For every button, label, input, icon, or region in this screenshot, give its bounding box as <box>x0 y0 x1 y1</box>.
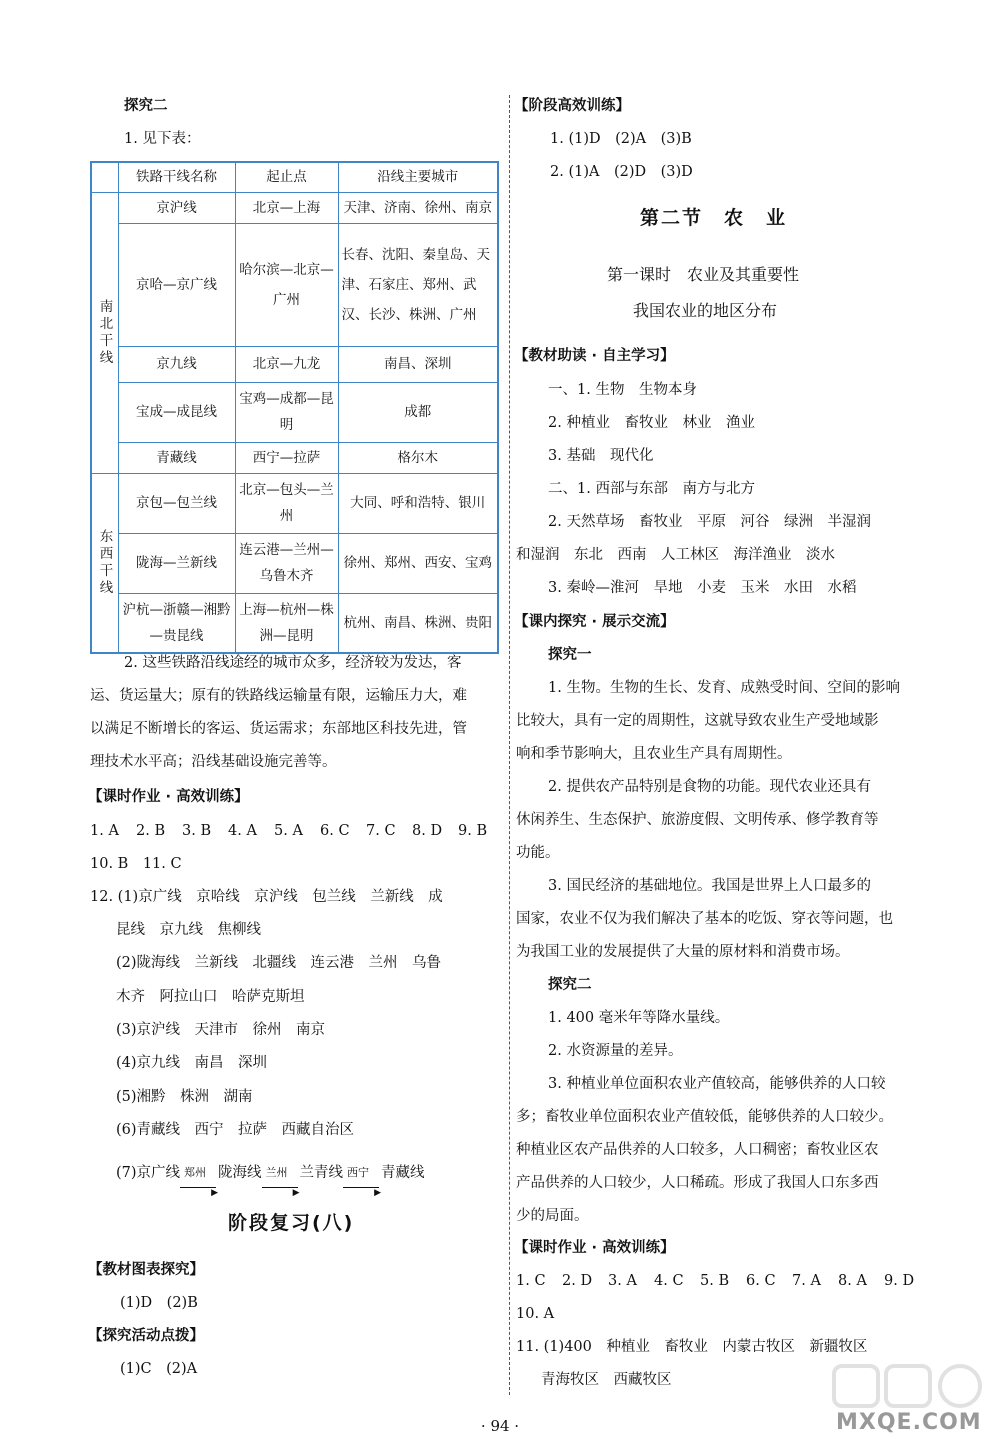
self-study-line: 和湿润 东北 西南 人工林区 海洋渔业 淡水 <box>516 547 835 563</box>
answers-1-9-right: 1. C 2. D 3. A 4. C 5. B 6. C 7. A 8. A 9. D <box>516 1273 915 1289</box>
header-name: 铁路干线名称 <box>118 162 235 192</box>
header-cities: 沿线主要城市 <box>338 162 498 192</box>
self-study-line: 一、1. 生物 生物本身 <box>548 382 697 398</box>
see-table-text: 1. 见下表： <box>124 131 201 147</box>
explore1-title: 探究一 <box>548 647 592 663</box>
rail-cities: 成都 <box>338 382 498 442</box>
q12-7-route: (7)京广线 郑州 ▶ 陇海线 兰州 ▶ 兰青线 西宁 ▶ 青藏线 <box>116 1165 425 1198</box>
group-north-south: 南北干线 <box>91 192 118 473</box>
section-title: 第二节 农 业 <box>640 207 788 229</box>
explore2-title-right: 探究二 <box>548 977 592 993</box>
self-study-line: 二、1. 西部与东部 南方与北方 <box>548 481 755 497</box>
answers-10-11-left: 10. B 11. C <box>90 856 182 872</box>
para2-line: 2. 这些铁路沿线途经的城市众多，经济较为发达，客 <box>124 655 462 671</box>
q12-line: 木齐 阿拉山口 哈萨克斯坦 <box>116 989 305 1005</box>
rail-ends: 北京—包头—兰州 <box>235 473 338 533</box>
rail-cities: 长春、沈阳、秦皇岛、天津、石家庄、郑州、武汉、长沙、株洲、广州 <box>338 223 498 346</box>
explore1-line: 响和季节影响大，且农业生产具有周期性。 <box>516 746 792 762</box>
q12-line: 昆线 京九线 焦柳线 <box>116 922 261 938</box>
rail-ends: 北京—九龙 <box>235 346 338 382</box>
rail-ends: 上海—杭州—株洲—昆明 <box>235 593 338 653</box>
rail-name: 青藏线 <box>118 442 235 473</box>
q12-line: (3)京沪线 天津市 徐州 南京 <box>116 1022 326 1038</box>
explore1-line: 2. 提供农产品特别是食物的功能。现代农业还具有 <box>548 779 871 795</box>
stage-answers-1: 1. (1)D (2)A (3)B <box>550 131 692 147</box>
rail-name: 京九线 <box>118 346 235 382</box>
self-study-line: 2. 种植业 畜牧业 林业 渔业 <box>548 415 755 431</box>
explore1-line: 功能。 <box>516 845 560 861</box>
rail-cities: 格尔木 <box>338 442 498 473</box>
chart-explore-title: 【教材图表探究】 <box>88 1262 204 1278</box>
rail-name: 京哈—京广线 <box>118 223 235 346</box>
stage-training-title: 【阶段高效训练】 <box>514 98 630 114</box>
table-corner <box>91 162 118 192</box>
q12-line: (5)湘黔 株洲 湖南 <box>116 1089 253 1105</box>
header-ends: 起止点 <box>235 162 338 192</box>
homework-title-left: 【课时作业 · 高效训练】 <box>88 789 249 805</box>
q12-line: (6)青藏线 西宁 拉萨 西藏自治区 <box>116 1122 355 1138</box>
explore2-line: 少的局面。 <box>516 1208 589 1224</box>
table-row <box>91 593 498 653</box>
para2-line: 运、货运量大；原有的铁路线运输量有限，运输压力大，难 <box>90 688 467 704</box>
table-row <box>91 346 498 382</box>
group-east-west: 东西干线 <box>91 473 118 653</box>
rail-ends: 北京—上海 <box>235 192 338 223</box>
explore2-line: 种植业区农产品供养的人口较多，人口稠密；畜牧业区农 <box>516 1142 879 1158</box>
rail-name: 宝成—成昆线 <box>118 382 235 442</box>
explore1-line: 比较大，具有一定的周期性，这就导致农业生产受地域影 <box>516 713 879 729</box>
explore2-line: 2. 水资源量的差异。 <box>548 1043 683 1059</box>
explore1-line: 为我国工业的发展提供了大量的原材料和消费市场。 <box>516 944 850 960</box>
table-row <box>91 442 498 473</box>
railway-table <box>90 161 499 654</box>
para2-line: 以满足不断增长的客运、货运需求；东部地区科技先进，管 <box>90 721 467 737</box>
q12-line: 12. (1)京广线 京哈线 京沪线 包兰线 兰新线 成 <box>90 889 443 905</box>
explore2-line: 3. 种植业单位面积农业产值较高，能够供养的人口较 <box>548 1076 886 1092</box>
table-row <box>91 533 498 593</box>
activity-answers: (1)C (2)A <box>120 1361 198 1377</box>
table-row <box>91 192 498 223</box>
rail-name: 京包—包兰线 <box>118 473 235 533</box>
self-study-line: 3. 基础 现代化 <box>548 448 654 464</box>
table-row <box>91 382 498 442</box>
rail-cities: 天津、济南、徐州、南京 <box>338 192 498 223</box>
rail-ends: 宝鸡—成都—昆明 <box>235 382 338 442</box>
explore1-line: 1. 生物。生物的生长、发育、成熟受时间、空间的影响 <box>548 680 900 696</box>
rail-cities: 大同、呼和浩特、银川 <box>338 473 498 533</box>
explore2-title: 探究二 <box>124 98 168 114</box>
rail-name: 陇海—兰新线 <box>118 533 235 593</box>
rail-ends: 连云港—兰州—乌鲁木齐 <box>235 533 338 593</box>
explore1-line: 休闲养生、生态保护、旅游度假、文明传承、修学教育等 <box>516 812 879 828</box>
explore2-line: 多；畜牧业单位面积农业产值较低，能够供养的人口较少。 <box>516 1109 893 1125</box>
rail-ends: 西宁—拉萨 <box>235 442 338 473</box>
review-title: 阶段复习(八) <box>228 1212 355 1234</box>
rail-ends: 哈尔滨—北京—广州 <box>235 223 338 346</box>
rail-cities: 南昌、深圳 <box>338 346 498 382</box>
table-row <box>91 223 498 346</box>
rail-name: 沪杭—浙赣—湘黔—贵昆线 <box>118 593 235 653</box>
homework-title-right: 【课时作业 · 高效训练】 <box>514 1240 675 1256</box>
self-study-line: 3. 秦岭—淮河 旱地 小麦 玉米 水田 水稻 <box>548 580 857 596</box>
q12-line: (4)京九线 南昌 深圳 <box>116 1055 268 1071</box>
self-study-line: 2. 天然草场 畜牧业 平原 河谷 绿洲 半湿润 <box>548 514 871 530</box>
q11-line: 青海牧区 西藏牧区 <box>541 1372 672 1388</box>
table-row <box>91 473 498 533</box>
watermark-text: MXQE.COM <box>836 1410 982 1435</box>
para2-line: 理技术水平高；沿线基础设施完善等。 <box>90 754 337 770</box>
rail-cities: 徐州、郑州、西安、宝鸡 <box>338 533 498 593</box>
rail-cities: 杭州、南昌、株洲、贵阳 <box>338 593 498 653</box>
stage-answers-2: 2. (1)A (2)D (3)D <box>550 164 693 180</box>
answers-1-9-left: 1. A 2. B 3. B 4. A 5. A 6. C 7. C 8. D 9. B <box>90 823 488 839</box>
chart-explore-answers: (1)D (2)B <box>120 1295 198 1311</box>
lesson-subtitle: 我国农业的地区分布 <box>633 301 778 320</box>
explore1-line: 国家，农业不仅为我们解决了基本的吃饭、穿衣等问题，也 <box>516 911 893 927</box>
q12-line: (2)陇海线 兰新线 北疆线 连云港 兰州 乌鲁 <box>116 955 442 971</box>
answers-10-right: 10. A <box>516 1306 555 1322</box>
self-study-title: 【教材助读 · 自主学习】 <box>514 348 675 364</box>
lesson-title: 第一课时 农业及其重要性 <box>607 265 800 284</box>
page-number: · 94 · <box>480 1417 520 1435</box>
q11-line: 11. (1)400 种植业 畜牧业 内蒙古牧区 新疆牧区 <box>516 1339 868 1355</box>
class-explore-title: 【课内探究 · 展示交流】 <box>514 614 675 630</box>
explore2-line: 产品供养的人口较少，人口稀疏。形成了我国人口东多西 <box>516 1175 879 1191</box>
activity-title: 【探究活动点拨】 <box>88 1328 204 1344</box>
column-divider <box>509 95 510 1395</box>
explore2-line: 1. 400 毫米年等降水量线。 <box>548 1010 730 1026</box>
rail-name: 京沪线 <box>118 192 235 223</box>
explore1-line: 3. 国民经济的基础地位。我国是世界上人口最多的 <box>548 878 871 894</box>
